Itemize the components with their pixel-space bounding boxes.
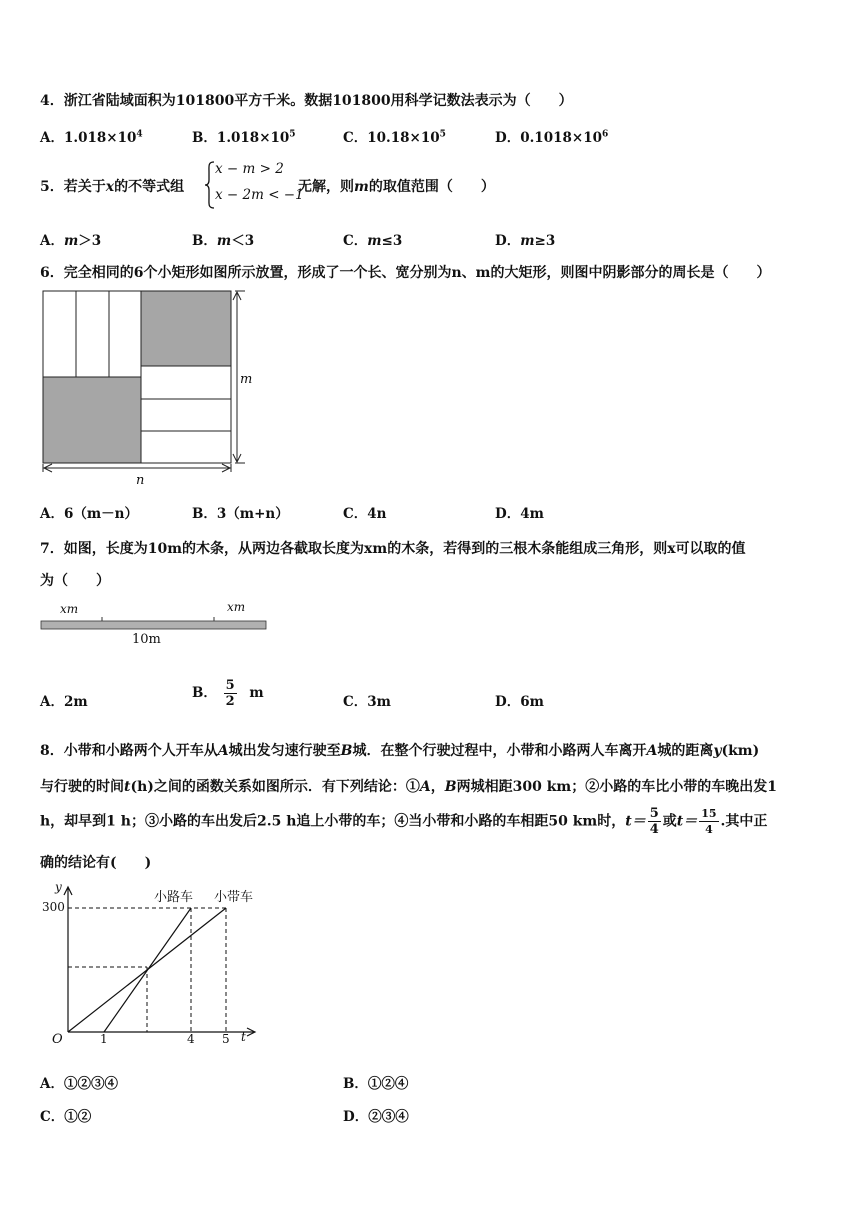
q5-option-a[interactable]: A．m＞3 xyxy=(40,233,102,249)
q7-option-b-fraction: $\frac{5}{2}$ xyxy=(225,678,235,709)
q6-option-b[interactable]: B．3（m+n） xyxy=(192,506,289,522)
q5-inequality-2: x − 2m < −1 xyxy=(215,187,304,203)
q4-stem: 4．浙江省陆域面积为101800平方千米。数据101800用科学记数法表示为（ ） xyxy=(40,93,573,109)
q8-option-d[interactable]: D．②③④ xyxy=(343,1109,409,1125)
q8-line-xiaolu xyxy=(104,908,191,1032)
q5-inequality-1: x − m > 2 xyxy=(215,161,284,177)
q8-graph-label-xiaolu: 小路车 xyxy=(154,890,194,905)
q7-stem-line1: 7．如图，长度为10m的木条，从两边各截取长度为xm的木条，若得到的三根木条能组成三角形，则x可以取的值 xyxy=(40,541,746,557)
q8-graph-label-xiaodai: 小带车 xyxy=(214,890,254,905)
q4-option-b[interactable]: B．$1.018\times 10^5$ xyxy=(192,129,296,146)
q8-graph-origin: O xyxy=(52,1032,63,1047)
q8-graph-x-tick-4: 4 xyxy=(187,1032,195,1046)
q7-stem-line2: 为（ ） xyxy=(40,573,110,589)
q6-rectangle-figure xyxy=(40,288,260,490)
q7-label-bottom: 10m xyxy=(132,632,161,647)
q4-option-a[interactable]: A．$1.018\times 10^4$ xyxy=(40,129,143,146)
q8-fraction-5-4: $\frac{5}{4}$ xyxy=(649,806,659,837)
q8-graph-x-tick-5: 5 xyxy=(222,1032,230,1046)
q4-option-c[interactable]: C．$10.18\times 10^5$ xyxy=(343,129,446,146)
q7-label-left: xm xyxy=(60,602,79,616)
q6-option-c[interactable]: C．4n xyxy=(343,506,387,522)
q7-option-c[interactable]: C．3m xyxy=(343,694,391,710)
q6-stem: 6．完全相同的6个小矩形如图所示放置，形成了一个长、宽分别为n、m的大矩形，则图中阴影部分的周长是（ ） xyxy=(40,265,771,281)
q8-stem-line3: h，却早到1 h；③小路的车出发后2.5 h追上小带的车；④当小带和小路的车相距50 km时，t＝ $\frac{5}{4}$ 或t＝ $\frac{15}{4}$ .其中正 xyxy=(40,806,768,837)
q7-option-a[interactable]: A．2m xyxy=(40,694,88,710)
q8-option-b[interactable]: B．①②④ xyxy=(343,1076,409,1092)
q8-option-c[interactable]: C．①② xyxy=(40,1109,92,1125)
q7-option-d[interactable]: D．6m xyxy=(495,694,544,710)
q6-label-m: m xyxy=(240,372,253,387)
q8-graph xyxy=(40,880,280,1050)
q6-option-d[interactable]: D．4m xyxy=(495,506,544,522)
q5-option-b[interactable]: B．m＜3 xyxy=(192,233,255,249)
q8-option-a[interactable]: A．①②③④ xyxy=(40,1076,118,1092)
q8-stem-line2: 与行驶的时间t(h)之间的函数关系如图所示．有下列结论：①A，B两城相距300 km；②小路的车比小带的车晚出发1 xyxy=(40,779,777,795)
q5-stem-part2: 无解，则m的取值范围（ ） xyxy=(298,179,495,195)
q5-option-c[interactable]: C．m≤3 xyxy=(343,233,403,249)
q8-graph-y-tick-300: 300 xyxy=(42,900,65,914)
q7-option-b[interactable]: B． $\frac{5}{2}$ m xyxy=(192,678,264,709)
q6-label-n: n xyxy=(136,473,145,488)
q5-option-d[interactable]: D．m≥3 xyxy=(495,233,556,249)
q8-graph-x-tick-1: 1 xyxy=(100,1032,108,1046)
q7-wood-strip xyxy=(40,614,270,634)
q6-option-a[interactable]: A．6（m－n） xyxy=(40,506,138,522)
q7-label-right: xm xyxy=(227,600,246,614)
q8-graph-t-axis-label: t xyxy=(241,1030,246,1044)
q8-stem-line1: 8．小带和小路两个人开车从A城出发匀速行驶至B城．在整个行驶过程中，小带和小路两人车离开A城的距离y(km) xyxy=(40,743,760,759)
q8-graph-y-axis-label: y xyxy=(55,880,62,894)
q5-stem-part1: 5．若关于x的不等式组 xyxy=(40,179,185,195)
q8-fraction-15-4: $\frac{15}{4}$ xyxy=(701,807,717,836)
q8-stem-line4: 确的结论有( ) xyxy=(40,855,152,871)
q4-option-d[interactable]: D．$0.1018\times 10^6$ xyxy=(495,129,609,146)
